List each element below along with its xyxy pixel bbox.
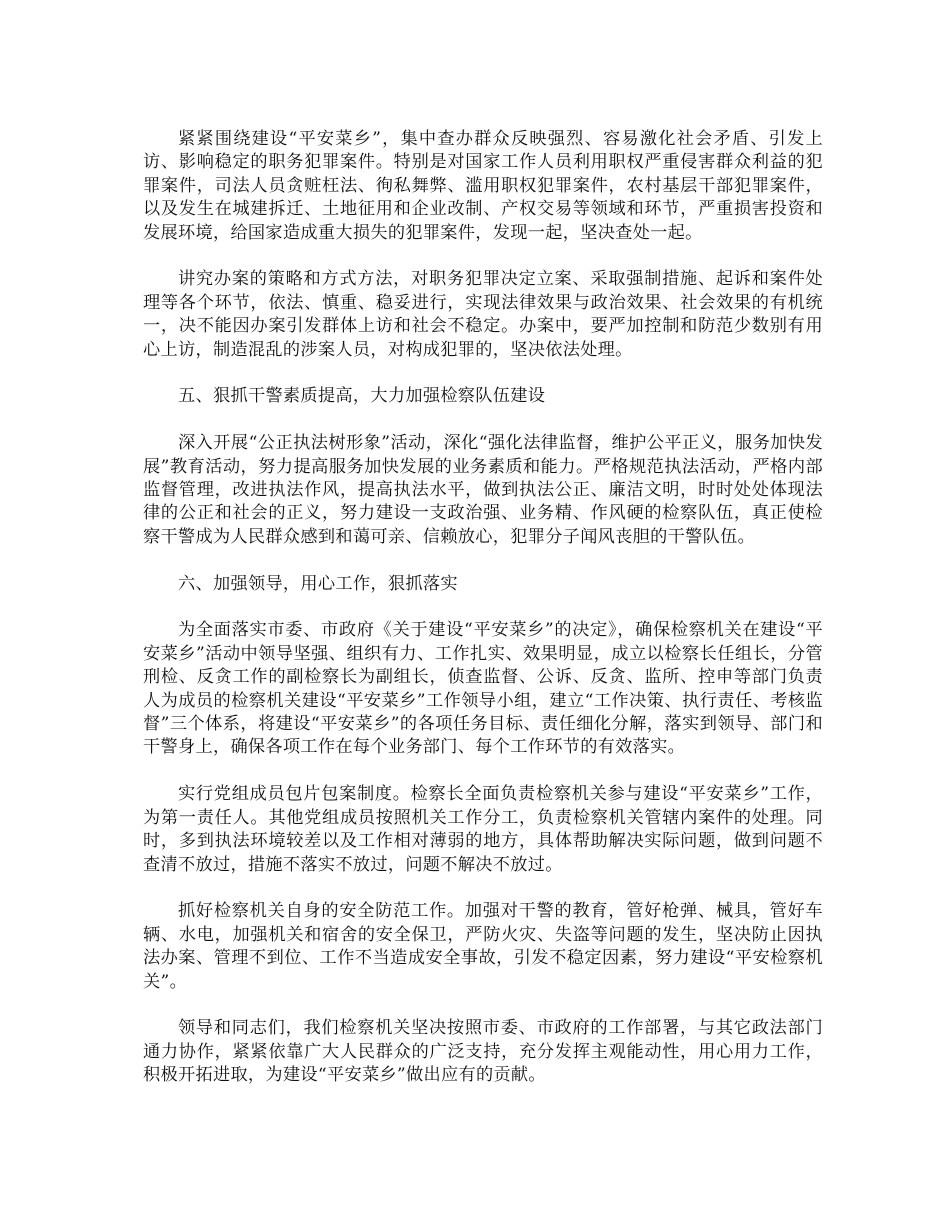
- paragraph-responsibility-system: 实行党组成员包片包案制度。检察长全面负责检察机关参与建设“平安菜乡”工作，为第一责任人。其他党组成员按照机关工作分工，负责检察机关管辖内案件的处理。同时，多到执法环境较差以及工作相对薄弱的地方，具体帮助解决实际问题，做到问题不查清不放过，措施不落实不放过，问题不解决不放过。: [143, 784, 823, 875]
- paragraph-team-building: 深入开展“公正执法树形象”活动，深化“强化法律监督，维护公平正义，服务加快发展”教育活动，努力提高服务加快发展的业务素质和能力。严格规范执法活动，严格内部监督管理，改进执法作风，提高执法水平，做到执法公正、廉洁文明，时时处处体现法律的公正和社会的正义，努力建设一支政治强、业务精、作风硬的检察队伍，真正使检察干警成为人民群众感到和蔼可亲、信赖放心，犯罪分子闻风丧胆的干警队伍。: [143, 433, 823, 547]
- paragraph-leadership-group: 为全面落实市委、市政府《关于建设“平安菜乡”的决定》，确保检察机关在建设“平安菜乡”活动中领导坚强、组织有力、工作扎实、效果明显，成立以检察长任组长，分管刑检、反贪工作的副检察长为副组长，侦查监督、公诉、反贪、监所、控申等部门负责人为成员的检察机关建设“平安菜乡”工作领导小组，建立“工作决策、执行责任、考核监督”三个体系，将建设“平安菜乡”的各项任务目标、责任细化分解，落实到领导、部门和干警身上，确保各项工作在每个业务部门、每个工作环节的有效落实。: [143, 620, 823, 758]
- section-heading-five: 五、狠抓干警素质提高，大力加强检察队伍建设: [178, 386, 546, 407]
- paragraph-focus-cases: 紧紧围绕建设“平安菜乡”，集中查办群众反映强烈、容易激化社会矛盾、引发上访、影响稳定的职务犯罪案件。特别是对国家工作人员利用职权严重侵害群众利益的犯罪案件，司法人员贪赃枉法、徇私舞弊、滥用职权犯罪案件，农村基层干部犯罪案件，以及发生在城建拆迁、土地征用和企业改制、产权交易等领域和环节，严重损害投资和发展环境，给国家造成重大损失的犯罪案件，发现一起，坚决查处一起。: [143, 129, 823, 243]
- paragraph-case-strategy: 讲究办案的策略和方式方法，对职务犯罪决定立案、采取强制措施、起诉和案件处理等各个环节，依法、慎重、稳妥进行，实现法律效果与政治效果、社会效果的有机统一，决不能因办案引发群体上访和社会不稳定。办案中，要严加控制和防范少数别有用心上访，制造混乱的涉案人员，对构成犯罪的，坚决依法处理。: [143, 269, 823, 360]
- paragraph-safety-work: 抓好检察机关自身的安全防范工作。加强对干警的教育，管好枪弹、械具，管好车辆、水电，加强机关和宿舍的安全保卫，严防火灾、失盗等问题的发生，坚决防止因执法办案、管理不到位、工作不当造成安全事故，引发不稳定因素，努力建设“平安检察机关”。: [143, 901, 823, 992]
- document-page: [143, 128, 823, 1111]
- section-heading-six: 六、加强领导，用心工作，狠抓落实: [178, 573, 458, 594]
- paragraph-closing: 领导和同志们，我们检察机关坚决按照市委、市政府的工作部署，与其它政法部门通力协作，紧紧依靠广大人民群众的广泛支持，充分发挥主观能动性，用心用力工作，积极开拓进取，为建设“平安菜乡”做出应有的贡献。: [143, 1018, 823, 1086]
